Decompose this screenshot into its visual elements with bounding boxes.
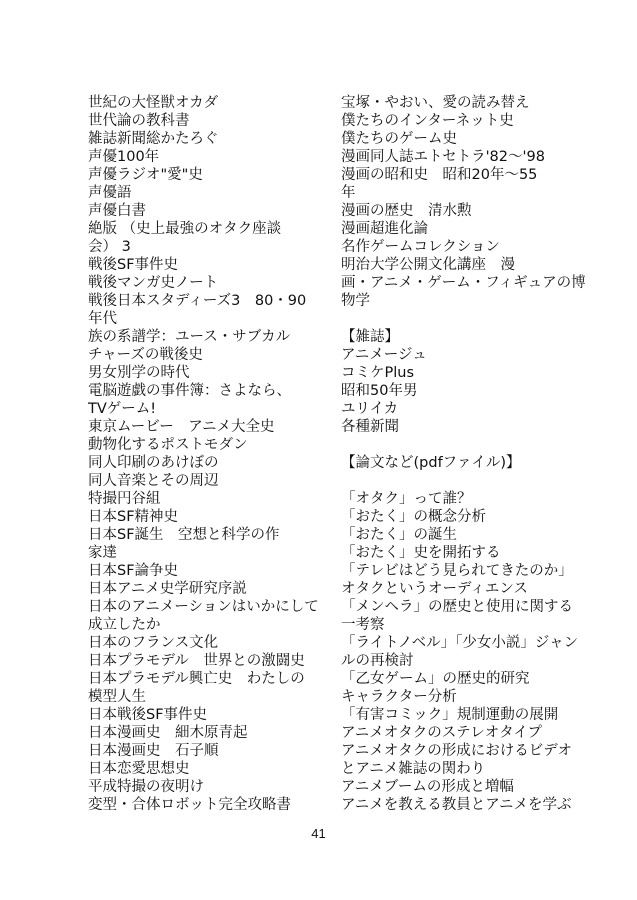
- list-line: 男女別学の時代: [88, 365, 190, 381]
- list-line: 「メンヘラ」の歴史と使用に関する: [341, 599, 573, 615]
- list-line: 僕たちのゲーム史: [341, 131, 457, 147]
- list-line: ルの再検討: [341, 653, 414, 669]
- list-line: 世代論の教科書: [88, 113, 190, 129]
- list-line: 声優100年: [88, 149, 160, 165]
- list-line: 模型人生: [88, 689, 146, 705]
- list-line: 日本SF精神史: [88, 509, 179, 525]
- list-line: 声優ラジオ"愛"史: [88, 167, 203, 183]
- right-column: [341, 94, 586, 814]
- reading-list-books-continued: [341, 94, 586, 310]
- list-line: 日本のフランス文化: [88, 635, 219, 651]
- magazines-heading: 【雑誌】: [341, 329, 399, 345]
- list-line: アニメオタクの形成におけるビデオ: [341, 743, 572, 759]
- list-line: 家達: [88, 545, 117, 561]
- list-line: 日本恋愛思想史: [88, 761, 190, 777]
- list-line: 戦後マンガ史ノート: [88, 275, 219, 291]
- list-line: 「有害コミック」規制運動の展開: [341, 707, 559, 723]
- list-line: アニメブームの形成と増幅: [341, 779, 514, 795]
- section-gap: [341, 310, 551, 328]
- list-line: 漫画の昭和史 昭和20年～55: [341, 167, 538, 183]
- list-line: 日本のアニメーションはいかにして: [88, 599, 319, 615]
- list-line: 成立したか: [88, 617, 161, 633]
- list-line: TVゲーム!: [88, 401, 157, 417]
- papers-list: [341, 490, 579, 814]
- list-line: 年代: [88, 311, 117, 327]
- section-gap: [341, 472, 551, 490]
- list-line: 動物化するポストモダン: [88, 437, 248, 453]
- list-line: 族の系譜学：ユース・サブカル: [88, 329, 291, 345]
- list-line: 戦後SF事件史: [88, 257, 179, 273]
- list-line: 日本プラモデル 世界との激闘史: [88, 653, 305, 669]
- list-line: オタクというオーディエンス: [341, 581, 528, 597]
- list-line: 特撮円谷組: [88, 491, 161, 507]
- left-column: [88, 94, 319, 814]
- list-line: 物学: [341, 293, 370, 309]
- list-line: 年: [341, 185, 356, 201]
- list-line: 世紀の大怪獣オカダ: [88, 95, 219, 111]
- list-line: コミケPlus: [341, 365, 415, 381]
- list-line: 絶版 （史上最強のオタク座談: [88, 221, 282, 237]
- list-line: アニメを教える教員とアニメを学ぶ: [341, 797, 572, 813]
- magazines-list: [341, 346, 551, 436]
- list-line: アニメージュ: [341, 347, 427, 363]
- list-line: 会） 3: [88, 239, 131, 255]
- list-line: 「テレビはどう見られてきたのか」: [341, 563, 573, 579]
- list-line: 「オタク」って誰？: [341, 491, 472, 507]
- list-line: 「おたく」史を開拓する: [341, 545, 501, 561]
- list-line: 「乙女ゲーム」の歴史的研究: [341, 671, 530, 687]
- list-line: とアニメ雑誌の関わり: [341, 761, 486, 777]
- list-line: 宝塚・やおい、愛の読み替え: [341, 95, 530, 111]
- list-line: 昭和50年男: [341, 383, 418, 399]
- list-line: 「ライトノベル」「少女小説」ジャン: [341, 635, 579, 651]
- list-line: 日本SF誕生 空想と科学の作: [88, 527, 280, 543]
- list-line: 名作ゲームコレクション: [341, 239, 500, 255]
- page-number: 41: [311, 826, 326, 841]
- list-line: 雑誌新聞総かたろぐ: [88, 131, 219, 147]
- list-line: 電脳遊戯の事件簿：さよなら、: [88, 383, 291, 399]
- list-line: ユリイカ: [341, 401, 399, 417]
- list-line: 声優語: [88, 185, 132, 201]
- list-line: 日本戦後SF事件史: [88, 707, 208, 723]
- list-line: 「おたく」の誕生: [341, 527, 457, 543]
- list-line: 各種新聞: [341, 419, 399, 435]
- list-line: 「おたく」の概念分析: [341, 509, 486, 525]
- list-line: 日本漫画史 石子順: [88, 743, 219, 759]
- list-line: 明治大学公開文化講座 漫: [341, 257, 515, 273]
- list-line: 東京ムービー アニメ大全史: [88, 419, 275, 435]
- list-line: チャーズの戦後史: [88, 347, 203, 363]
- section-gap: [341, 436, 551, 454]
- list-line: 日本プラモデル興亡史 わたしの: [88, 671, 305, 687]
- list-line: 平成特撮の夜明け: [88, 779, 204, 795]
- list-line: アニメオタクのステレオタイプ: [341, 725, 542, 741]
- papers-heading: 【論文など(pdfファイル)】: [341, 455, 521, 471]
- list-line: キャラクター分析: [341, 689, 457, 705]
- list-line: 戦後日本スタディーズ3 80・90: [88, 293, 307, 309]
- list-line: 僕たちのインターネット史: [341, 113, 514, 129]
- list-line: 一考察: [341, 617, 385, 633]
- list-line: 日本アニメ史学研究序説: [88, 581, 247, 597]
- list-line: 漫画の歴史 清水勲: [341, 203, 472, 219]
- list-line: 同人音楽とその周辺: [88, 473, 219, 489]
- list-line: 日本SF論争史: [88, 563, 179, 579]
- list-line: 日本漫画史 細木原青起: [88, 725, 248, 741]
- list-line: 変型・合体ロボット完全攻略書: [88, 797, 291, 813]
- list-line: 漫画超進化論: [341, 221, 428, 237]
- list-line: 漫画同人誌エトセトラ'82～'98: [341, 149, 545, 165]
- list-line: 声優白書: [88, 203, 146, 219]
- list-line: 同人印刷のあけぼの: [88, 455, 219, 471]
- list-line: 画・アニメ・ゲーム・フィギュアの博: [341, 275, 586, 291]
